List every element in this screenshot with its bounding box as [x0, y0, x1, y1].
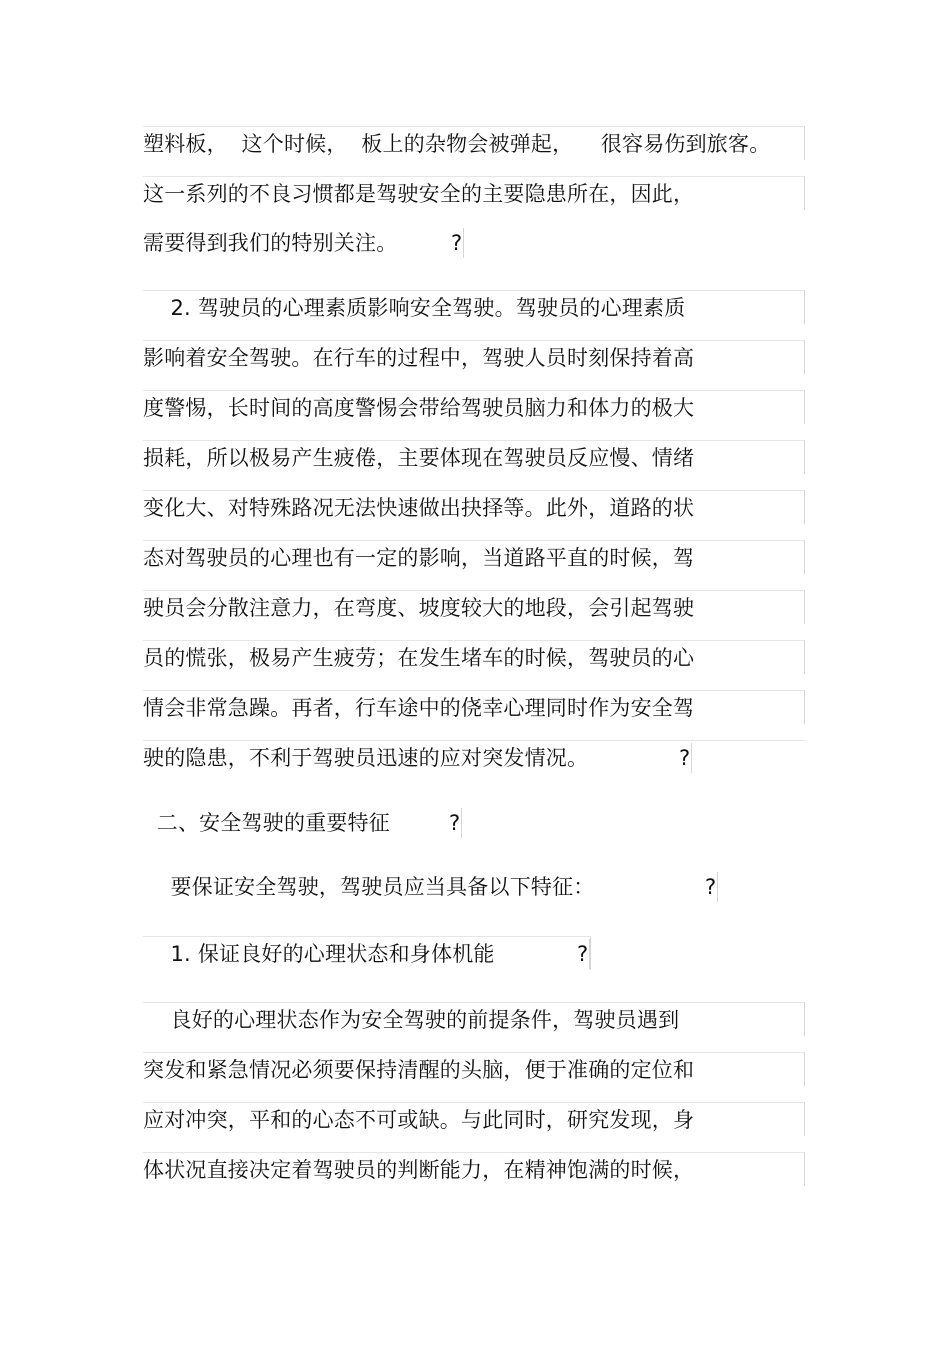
line-text: 变化大、对特殊路况无法快速做出抉择等。此外，道路的状 [143, 496, 695, 520]
line-text: 驶员会分散注意力，在弯度、坡度较大的地段，会引起驾驶 [143, 596, 695, 620]
text-line [143, 590, 805, 624]
text-line [143, 390, 805, 424]
text-line [143, 340, 805, 374]
line-text: 突发和紧急情况必须要保持清醒的头脑，便于准确的定位和 [143, 1058, 695, 1082]
line-text: 良好的心理状态作为安全驾驶的前提条件，驾驶员遇到 [143, 1008, 680, 1032]
subsection-heading [143, 936, 591, 970]
text-line [143, 1002, 805, 1036]
line-text: 度警惕，长时间的高度警惕会带给驾驶员脑力和体力的极大 [143, 396, 695, 420]
line-text: 影响着安全驾驶。在行车的过程中，驾驶人员时刻保持着高 [143, 346, 695, 370]
line-text: 损耗，所以极易产生疲倦，主要体现在驾驶员反应慢、情绪 [143, 446, 695, 470]
line-text: 员的慌张，极易产生疲劳；在发生堵车的时候，驾驶员的心 [143, 646, 695, 670]
text-line [143, 690, 805, 724]
text-line [143, 440, 805, 474]
paragraph-marker-icon: ? [451, 228, 464, 258]
section-heading [143, 806, 805, 840]
line-text: 2. 驾驶员的心理素质影响安全驾驶。驾驶员的心理素质 [143, 296, 686, 320]
text-line [143, 1052, 805, 1086]
line-text: 这一系列的不良习惯都是驾驶安全的主要隐患所在，因此， [143, 182, 695, 206]
text-line [143, 540, 805, 574]
line-text: 要保证安全驾驶，驾驶员应当具备以下特征： [143, 875, 595, 899]
text-line [143, 1152, 805, 1186]
line-text: 态对驾驶员的心理也有一定的影响，当道路平直的时候，驾 [143, 546, 695, 570]
line-text: 情会非常急躁。再者，行车途中的侥幸心理同时作为安全驾 [143, 696, 695, 720]
line-text: 塑料板， 这个时候， 板上的杂物会被弹起， 很容易伤到旅客。 [143, 132, 771, 156]
line-text: 需要得到我们的特别关注。 [143, 231, 398, 255]
text-line [143, 226, 805, 260]
paragraph-marker-icon: ? [449, 808, 462, 838]
text-line [143, 126, 805, 160]
heading-text: 1. 保证良好的心理状态和身体机能 [143, 942, 495, 966]
text-line [143, 290, 805, 324]
paragraph-marker-icon: ? [577, 939, 590, 969]
paragraph-marker-icon: ? [705, 872, 718, 902]
line-text: 体状况直接决定着驾驶员的判断能力，在精神饱满的时候， [143, 1158, 695, 1182]
text-line [143, 740, 805, 774]
text-line [143, 490, 805, 524]
text-line [143, 1102, 805, 1136]
text-line [143, 870, 805, 904]
paragraph-marker-icon: ? [679, 743, 692, 773]
heading-text: 二、安全驾驶的重要特征 [143, 811, 390, 835]
line-text: 应对冲突，平和的心态不可或缺。与此同时，研究发现，身 [143, 1108, 695, 1132]
text-line [143, 176, 805, 210]
text-line [143, 640, 805, 674]
line-text: 驶的隐患，不利于驾驶员迅速的应对突发情况。 [143, 746, 589, 770]
